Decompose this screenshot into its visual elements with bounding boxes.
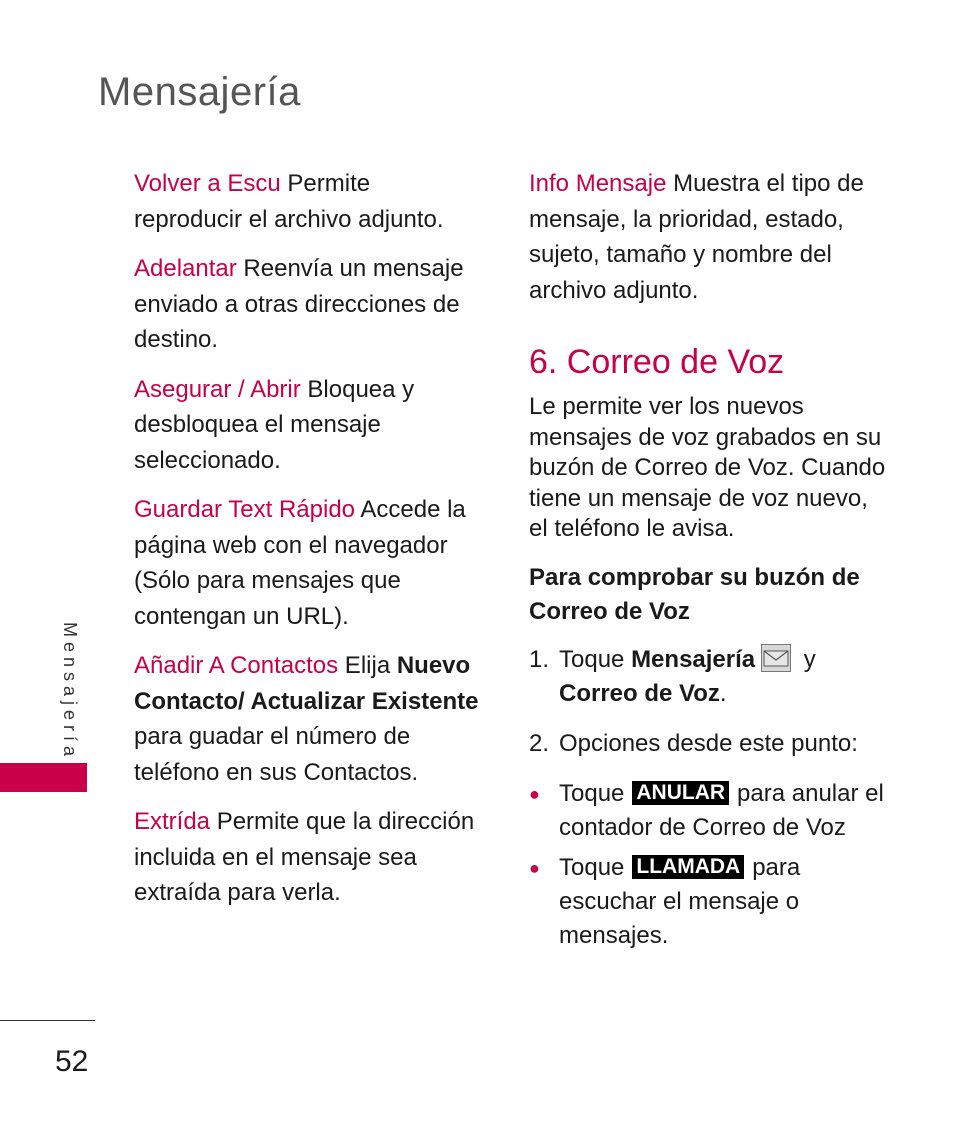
entry-text: para guadar el número de teléfono en sus Contactos. (134, 723, 419, 786)
softkey-anular: ANULAR (632, 781, 729, 805)
section-title: 6. Correo de Voz (529, 343, 785, 381)
left-column (134, 166, 479, 925)
entry-text: Accede la página web con el navegador (Sólo para mensajes que contengan un URL). (134, 496, 466, 630)
step-1 (529, 643, 889, 711)
bullet-anular (529, 777, 889, 845)
entry-volver-a-escu (134, 166, 479, 237)
entry-term: Añadir A Contactos (134, 652, 339, 679)
entry-text: Reenvía un mensaje enviado a otras direcciones de destino. (134, 255, 464, 353)
menu-name-correo-de-voz: Correo de Voz (559, 679, 720, 707)
entry-text: Elija (338, 652, 397, 679)
entry-adelantar (134, 251, 479, 358)
menu-name-mensajeria: Mensajería (631, 645, 756, 673)
entry-text: Muestra el tipo de mensaje, la prioridad, estado, sujeto, tamaño y nombre del archivo adjunto. (529, 170, 864, 304)
entry-term: Volver a Escu (134, 170, 281, 197)
bullet-text (559, 777, 889, 845)
entry-term: Adelantar (134, 255, 237, 282)
step-number: 2. (529, 729, 550, 757)
page-number: 52 (55, 1045, 89, 1078)
bullet-llamada (529, 851, 889, 953)
bullet-dot-icon: ● (529, 857, 540, 878)
entry-extrida (134, 804, 479, 911)
envelope-icon (761, 644, 791, 672)
entry-bold-options: Nuevo Contacto/ Actualizar Existente (134, 652, 479, 715)
step-text-part: Toque (559, 645, 632, 673)
entry-term: Extrída (134, 808, 211, 835)
side-section-label: Mensajería (60, 622, 80, 762)
bullet-text-part: Toque (559, 853, 625, 881)
bullet-text-part: para escuchar el mensaje o mensajes. (559, 853, 801, 949)
side-section-tab (0, 763, 87, 792)
entry-term: Guardar Text Rápido (134, 496, 356, 523)
step-text-part: y (797, 645, 816, 673)
bullet-text-part: Toque (559, 779, 625, 807)
bullet-text (559, 851, 889, 953)
right-column (529, 166, 889, 959)
step-text: Opciones desde este punto: (559, 729, 858, 757)
step-2 (529, 727, 889, 761)
footer-rule (0, 1020, 95, 1021)
subheading: Para comprobar su buzón de Correo de Voz (529, 563, 860, 625)
section-intro: Le permite ver los nuevos mensajes de voz grabados en su buzón de Correo de Voz. Cuando tiene un mensaje de voz nuevo, el teléfono le avisa. (529, 393, 886, 542)
entry-info-mensaje (529, 166, 889, 308)
step-text (559, 643, 816, 711)
entry-term: Info Mensaje (529, 170, 667, 197)
step-number: 1. (529, 645, 550, 673)
softkey-llamada: LLAMADA (632, 855, 744, 879)
bullet-dot-icon: ● (529, 783, 540, 804)
step-text-part: . (719, 679, 727, 707)
entry-anadir-a-contactos (134, 648, 479, 790)
entry-term: Asegurar / Abrir (134, 375, 301, 403)
entry-text: Bloquea y desbloquea el mensaje seleccionado. (134, 375, 415, 474)
entry-asegurar-abrir (134, 372, 479, 479)
entry-text: Permite que la dirección incluida en el mensaje sea extraída para verla. (134, 808, 475, 906)
entry-text: Permite reproducir el archivo adjunto. (134, 170, 444, 233)
bullet-text-part: para anular el contador de Correo de Voz (559, 779, 884, 841)
entry-guardar-text-rapido (134, 492, 479, 634)
page-title: Mensajería (98, 70, 301, 114)
